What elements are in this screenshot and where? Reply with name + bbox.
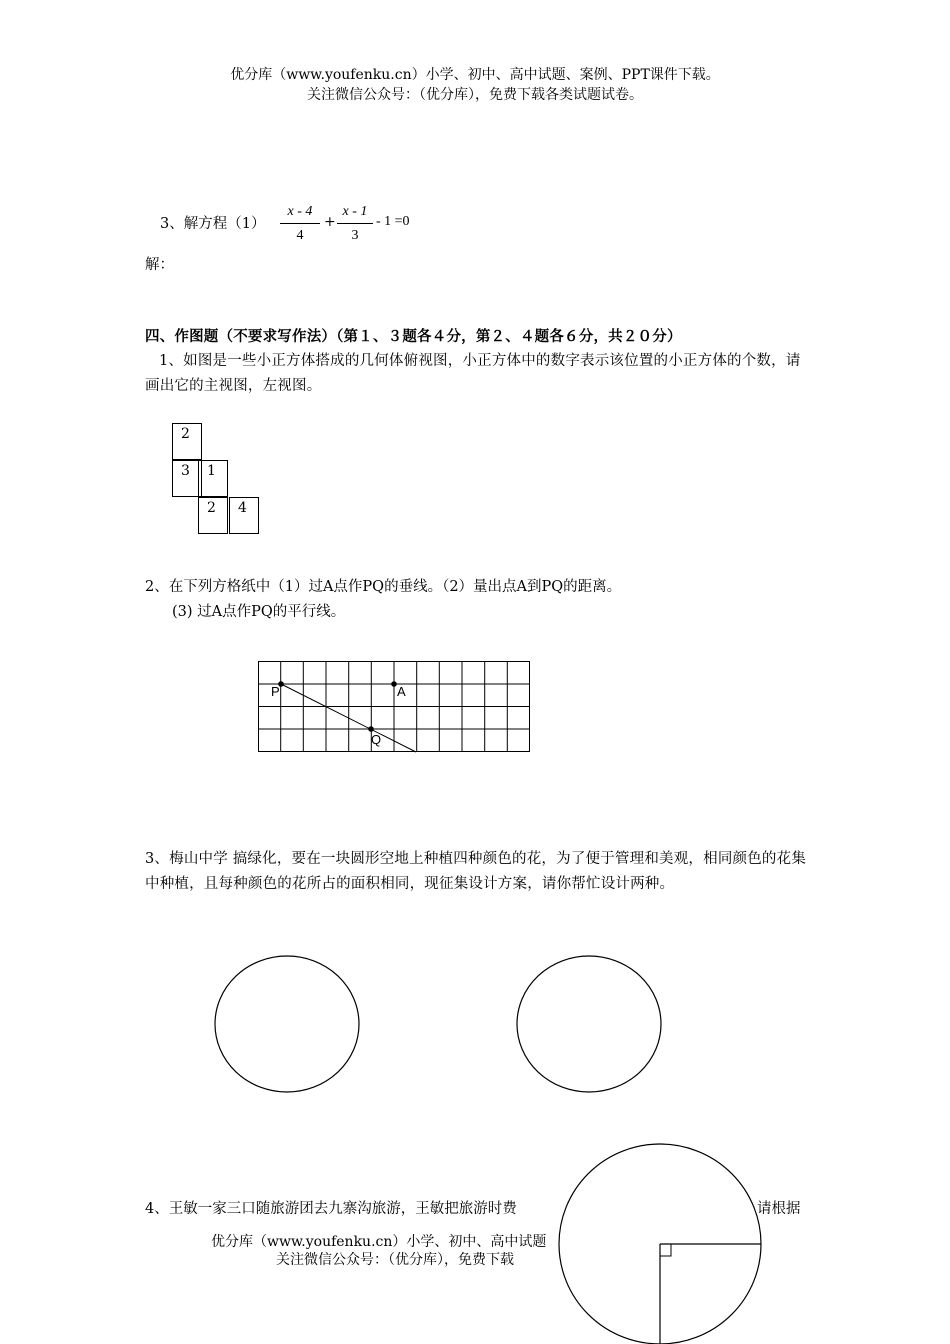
- fraction-1-denominator: 4: [296, 228, 304, 243]
- label-p: P: [271, 684, 280, 699]
- fraction-2-denominator: 3: [351, 228, 359, 243]
- question-4-2-line-2: (3) 过A点作PQ的平行线。: [172, 604, 346, 620]
- plus-sign: +: [324, 214, 336, 230]
- grid-cell: 4: [229, 497, 259, 534]
- equation-tail: - 1 =0: [376, 214, 410, 229]
- question-4-4-text-right: 请根据: [757, 1201, 801, 1217]
- header-line-2: 关注微信公众号：（优分库），免费下载各类试题试卷。: [307, 87, 643, 103]
- fraction-1-bar: [280, 223, 320, 224]
- solution-label: 解：: [145, 257, 174, 273]
- equation-prefix: 3、解方程（1）: [160, 216, 266, 232]
- section-4-title: 四、作图题（不要求写作法）（第１、３题各４分，第２、４题各６分，共２０分）: [145, 328, 682, 345]
- grid-cell: 1: [198, 460, 228, 497]
- point-q-dot: [368, 726, 374, 732]
- design-circle-2: [516, 955, 662, 1093]
- header-line-1: 优分库（www.youfenku.cn）小学、初中、高中试题、案例、PPT课件下载。: [230, 67, 720, 83]
- footer-line-2: 关注微信公众号：（优分库），免费下载: [276, 1252, 514, 1268]
- grid-cell: 3: [172, 460, 202, 497]
- question-4-2-line-1: 2、在下列方格纸中（1）过A点作PQ的垂线。（2）量出点A到PQ的距离。: [145, 579, 622, 595]
- footer-line-1: 优分库（www.youfenku.cn）小学、初中、高中试题: [211, 1234, 547, 1250]
- label-q: Q: [371, 732, 382, 747]
- point-a-dot: [391, 681, 397, 687]
- square-grid-paper: [258, 661, 530, 753]
- fraction-1-numerator: x - 4: [287, 204, 313, 219]
- question-4-3-text: 3、梅山中学 搞绿化，要在一块圆形空地上种植四种颜色的花，为了便于管理和美观，相同颜色的花集中种植，且每种颜色的花所占的面积相同，现征集设计方案，请你帮忙设计两种。: [145, 851, 807, 892]
- fraction-2-numerator: x - 1: [342, 204, 368, 219]
- question-4-1-text: 1、如图是一些小正方体搭成的几何体俯视图，小正方体中的数字表示该位置的小正方体的个数，请画出它的主视图，左视图。: [145, 353, 801, 394]
- fraction-2-bar: [337, 223, 373, 224]
- design-circle-1: [214, 955, 360, 1093]
- expense-pie-circle: [558, 1143, 764, 1344]
- question-4-4-text-left: 4、王敏一家三口随旅游团去九寨沟旅游，王敏把旅游时费: [145, 1201, 517, 1217]
- grid-cell: 2: [198, 497, 228, 534]
- grid-cell: 2: [172, 423, 202, 460]
- label-a: A: [397, 684, 406, 699]
- grid-lines: [258, 661, 530, 752]
